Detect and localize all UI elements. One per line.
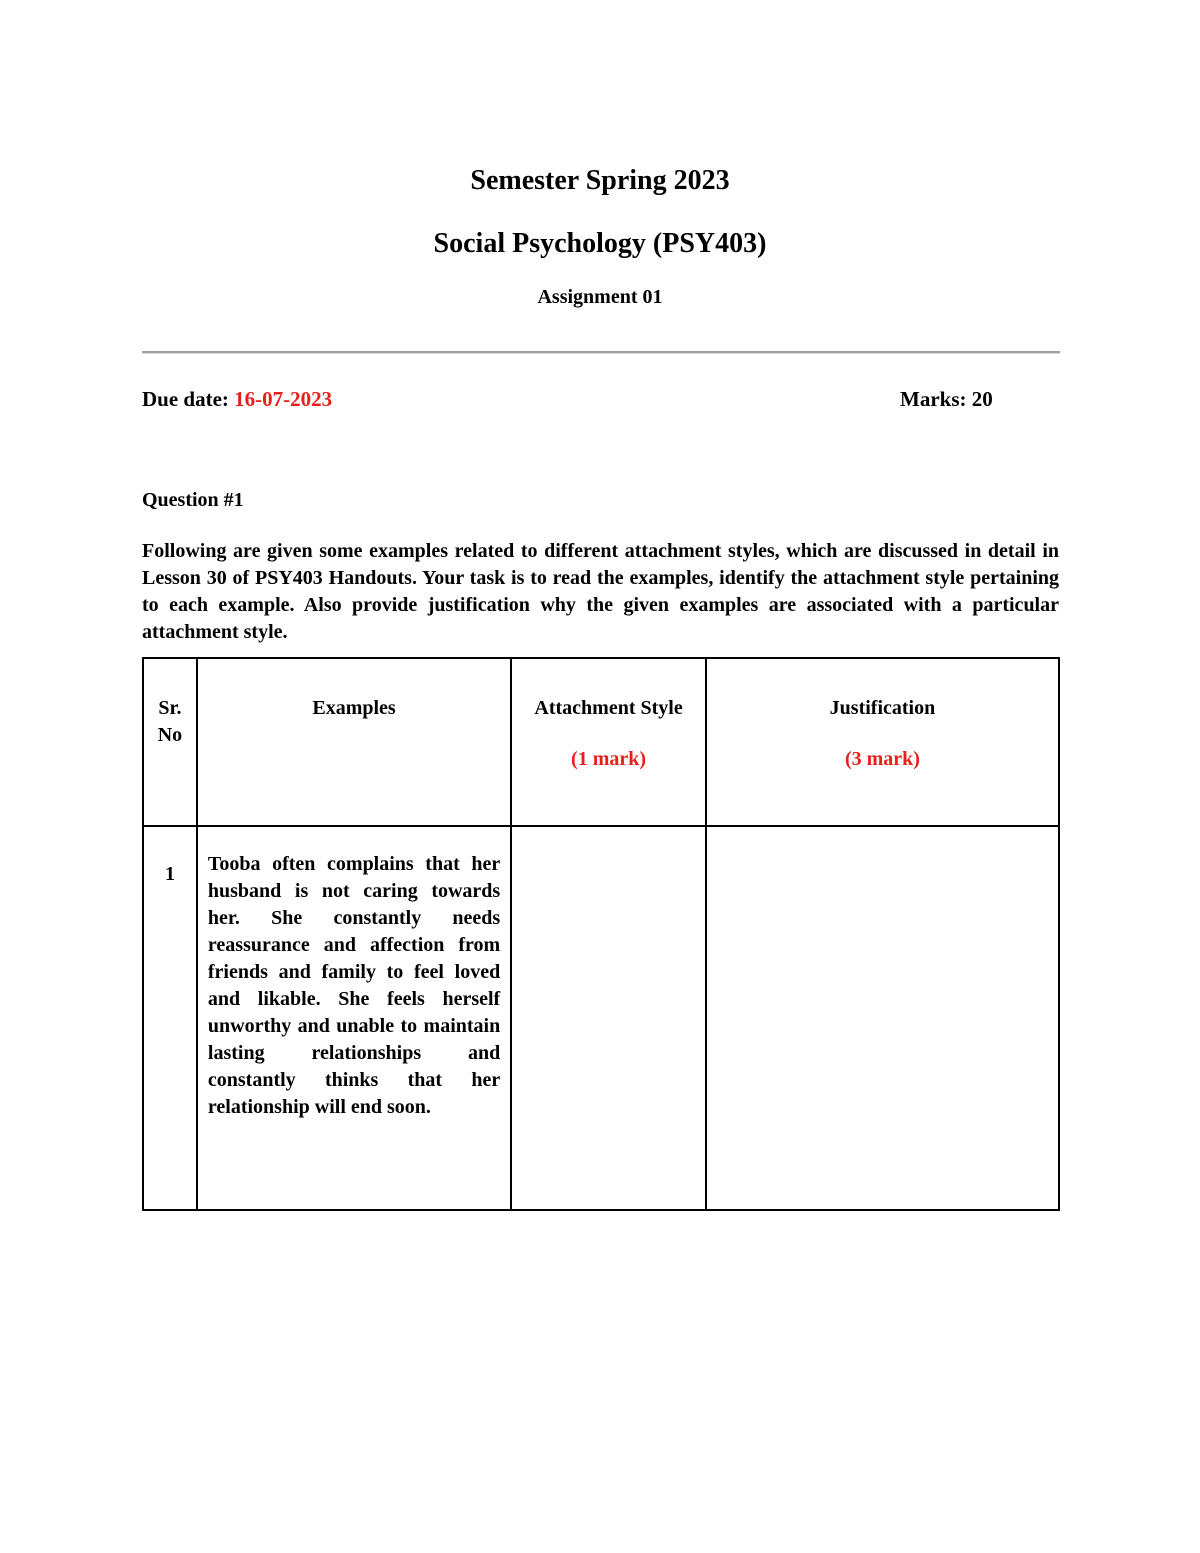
due-date-label: Due date: [142,387,229,411]
header-examples-label: Examples [312,697,396,719]
row-srno: 1 [143,826,197,1210]
header-justification-label: Justification [829,697,936,719]
question-heading: Question #1 [142,489,244,511]
semester-title: Semester Spring 2023 [470,165,730,196]
table-header-row [143,658,1059,826]
total-marks: Marks: 20 [900,387,993,411]
due-date [142,387,332,412]
question-instructions: Following are given some examples related to different attachment styles, which are discussed in detail in Lesson 30 of PSY403 Handouts. Your task is to read the examples, identify the attachment style pertaining to each example. Also provide justification why the given examples are associated with a particular attachment style. [142,540,1059,643]
header-attachment-style-marks: (1 mark) [571,748,647,770]
header-attachment-style [511,658,706,826]
assignment-table [142,657,1060,1211]
due-date-value: 16-07-2023 [234,387,333,411]
header-examples [197,658,511,826]
header-attachment-style-label: Attachment Style [534,697,683,719]
horizontal-divider [142,351,1060,354]
row-attachment-style-answer[interactable] [511,826,706,1210]
header-justification-marks: (3 mark) [844,748,920,770]
assignment-title: Assignment 01 [537,286,663,308]
table-row [143,826,1059,1210]
row-example: Tooba often complains that her husband is not caring towards her. She constantly needs reassurance and affection from friends and family to feel loved and likable. She feels herself unworthy and unable to maintain lasting relationships and constantly thinks that her relationship will end soon. [197,826,511,1210]
header-srno-line2: No [157,724,183,746]
course-title: Social Psychology (PSY403) [433,228,767,259]
header-srno-line1: Sr. [158,697,182,719]
header-srno [143,658,197,826]
row-justification-answer[interactable] [706,826,1059,1210]
header-justification [706,658,1059,826]
